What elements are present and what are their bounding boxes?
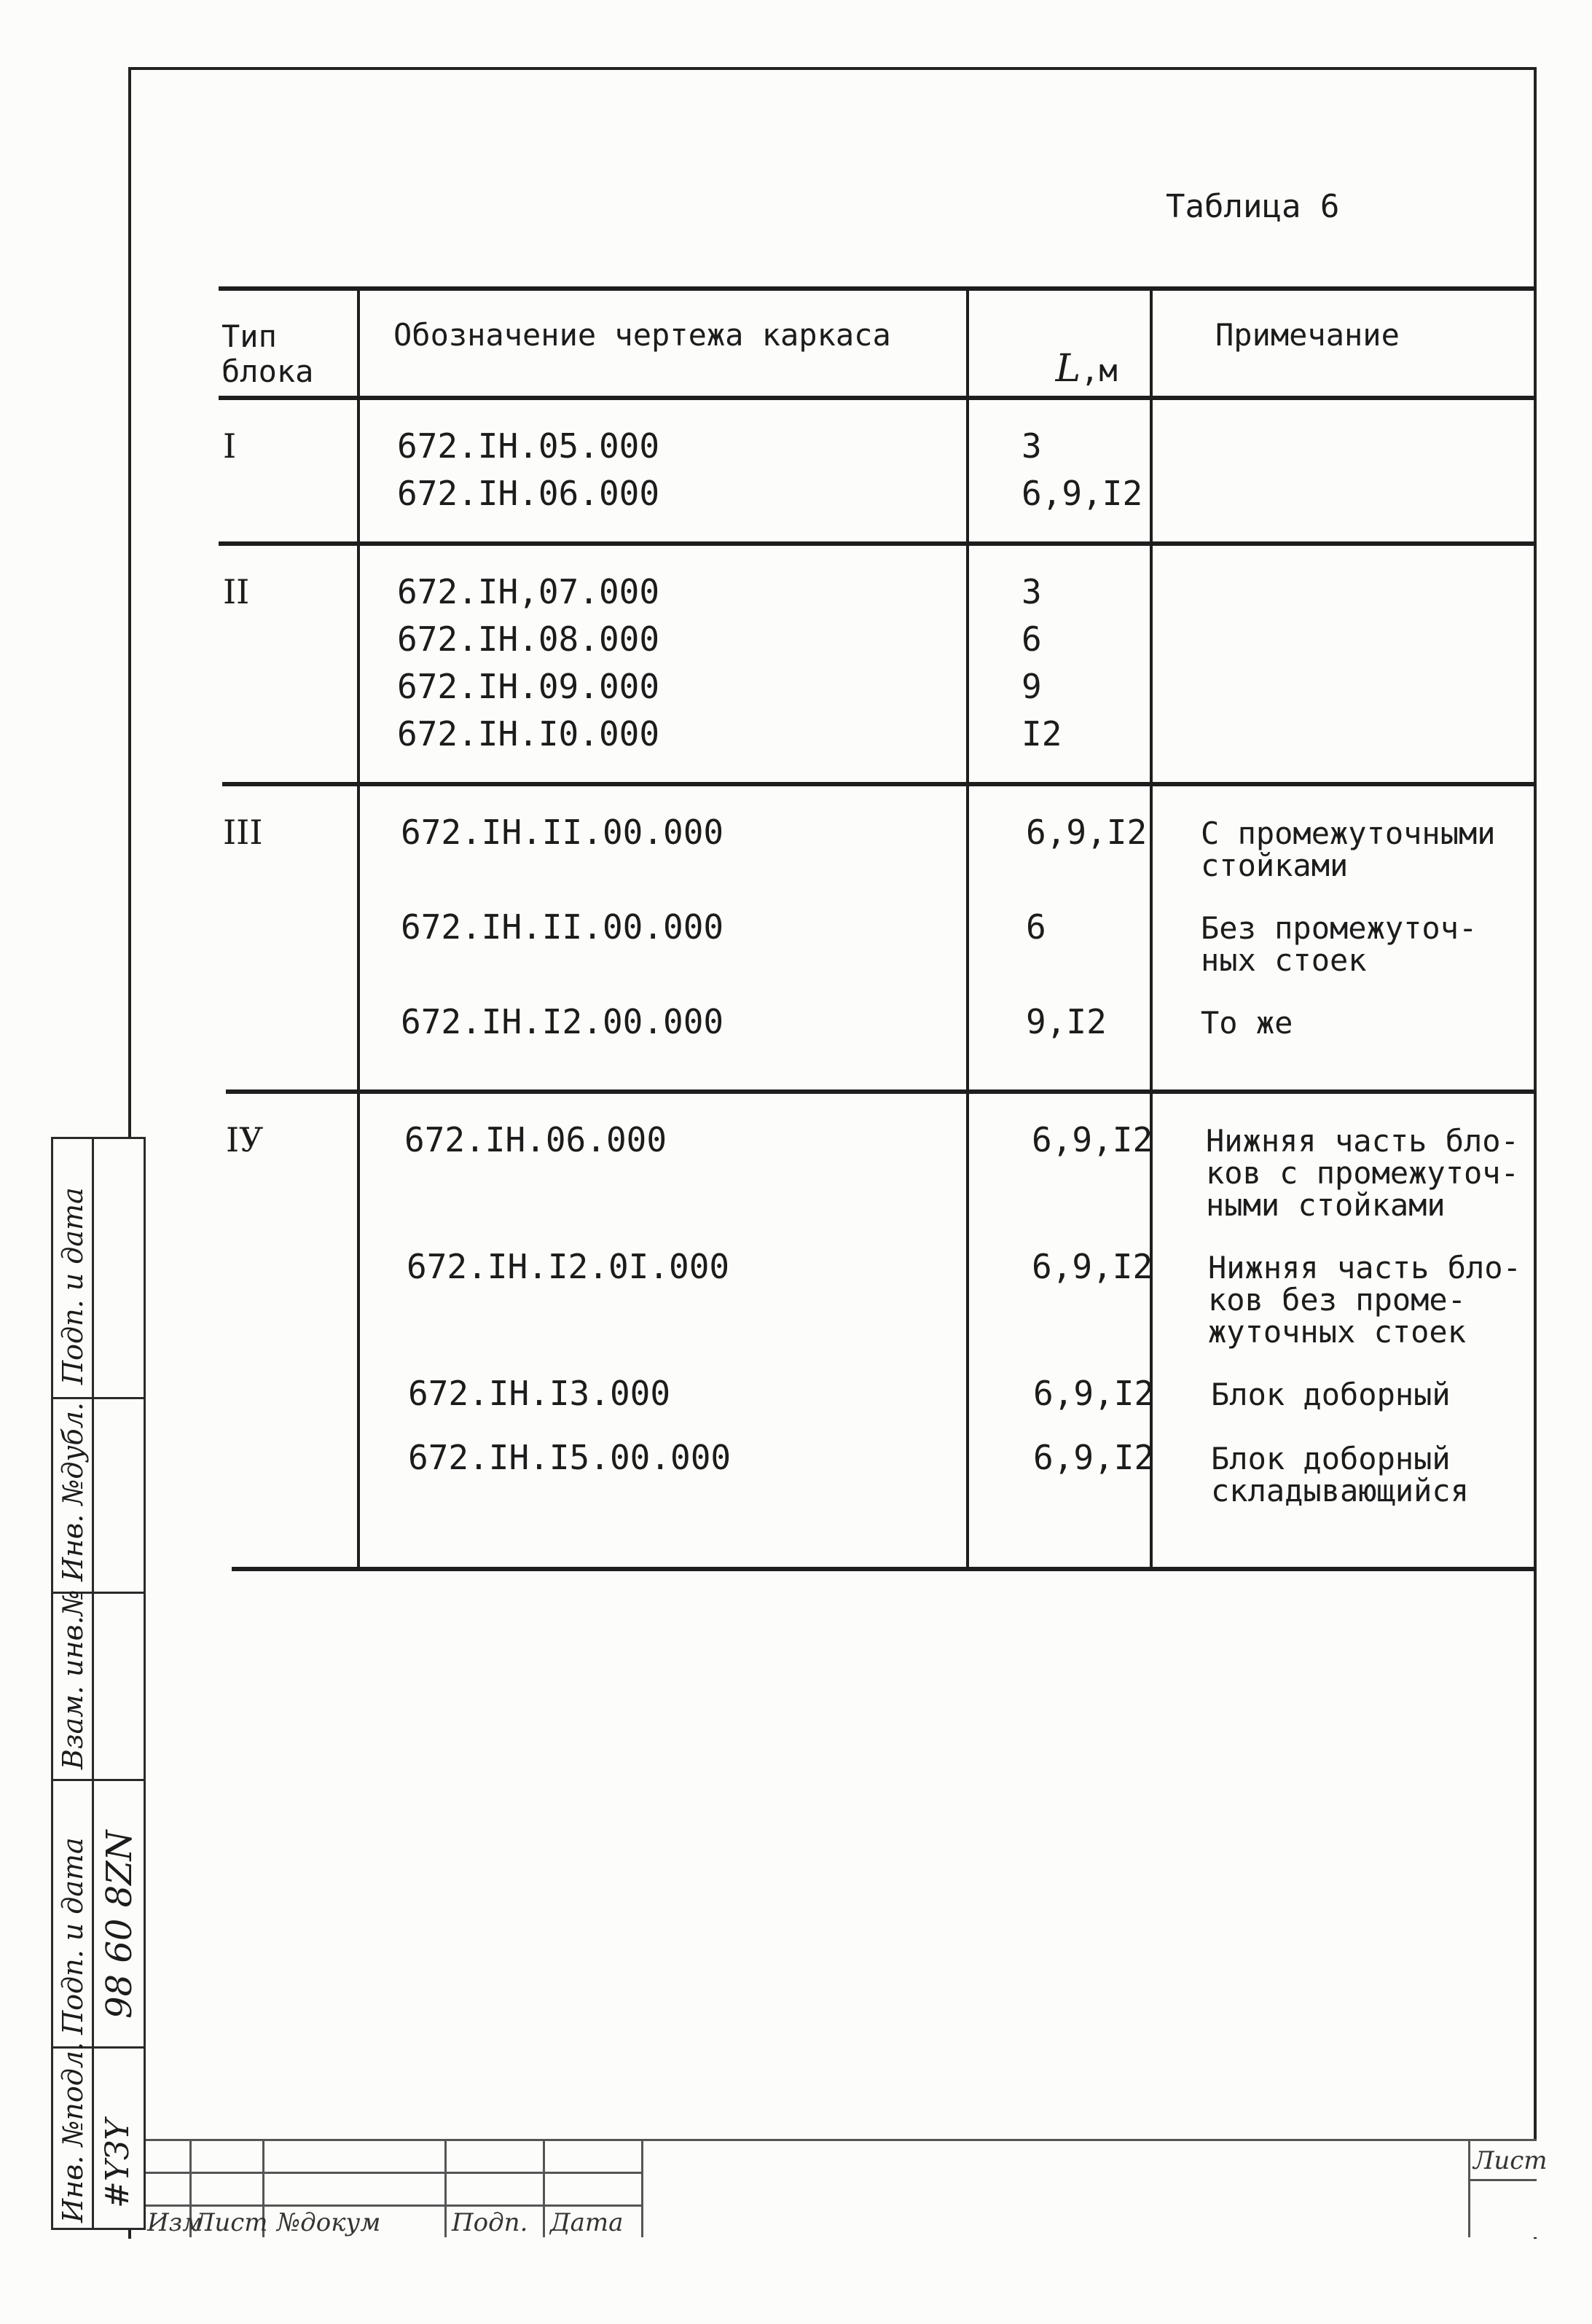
table-row: 672.IH.09.000 — [397, 667, 660, 706]
table-row: 672.IH.I2.00.000 — [401, 1002, 724, 1041]
table-row: 672.IH.I0.000 — [397, 714, 660, 754]
group3-bottom-rule — [226, 1089, 1537, 1094]
side-stamp-label-2: Инв. №дубл. — [57, 1402, 89, 1581]
table-top-rule — [219, 286, 1537, 291]
note-cell: Блок доборный складывающийся — [1211, 1441, 1470, 1509]
table-row: 672.IH.05.000 — [397, 426, 660, 466]
title-block-div-5 — [641, 2139, 643, 2237]
title-block-rule-1 — [146, 2139, 1537, 2141]
note-cell: Блок доборный — [1211, 1377, 1451, 1412]
col-designation-divider — [966, 289, 969, 1569]
table-row: 672.IH.06.000 — [397, 474, 660, 513]
length-cell: 3 — [1022, 572, 1042, 611]
length-cell: I2 — [1022, 714, 1062, 754]
title-block-col-date: Дата — [550, 2208, 624, 2237]
side-stamp-divider — [92, 1137, 94, 2230]
title-block-div-3 — [444, 2139, 447, 2237]
group2-type: II — [223, 572, 250, 611]
length-cell: 6 — [1026, 907, 1046, 947]
side-stamp-label-1: Подп. и дата — [57, 1187, 89, 1385]
note-cell: Нижняя часть бло- ков с промежуточ- ными стойками — [1206, 1123, 1519, 1223]
length-cell: 6,9,I2 — [1032, 1247, 1153, 1286]
group4-type: IУ — [226, 1120, 264, 1159]
length-cell: 3 — [1022, 426, 1042, 466]
title-block-col-docnum: №докум — [277, 2208, 381, 2237]
header-length — [1019, 316, 1118, 391]
side-stamp-label-3: Взам. инв.№ — [57, 1589, 89, 1769]
note-cell: Нижняя часть бло- ков без проме- жуточных стоек — [1208, 1250, 1521, 1350]
title-block-col-sign: Подп. — [452, 2208, 528, 2237]
length-cell: 6,9,I2 — [1033, 1374, 1155, 1413]
group3-type: III — [223, 813, 263, 852]
header-bottom-rule — [219, 396, 1537, 400]
table-row: 672.IH.II.00.000 — [401, 813, 724, 852]
title-block-sheet-label: Лист — [1473, 2146, 1548, 2175]
title-block-col-change: Изм — [147, 2208, 203, 2237]
title-block-rule-3 — [146, 2204, 641, 2207]
title-block-div-6 — [1468, 2139, 1470, 2237]
length-unit: ,м — [1081, 353, 1118, 388]
side-stamp-inventory-number: #YЗY — [99, 2118, 136, 2208]
table-row: 672.IH.08.000 — [397, 619, 660, 659]
table-title: Таблица 6 — [1166, 188, 1340, 225]
length-cell: 6 — [1022, 619, 1042, 659]
length-cell: 6,9,I2 — [1032, 1120, 1153, 1159]
side-stamp-label-5: Инв. №подл. — [57, 2041, 89, 2223]
note-cell: Без промежуточ- ных стоек — [1201, 910, 1478, 978]
title-block-rule-2 — [146, 2172, 641, 2174]
length-cell: 6,9,I2 — [1033, 1438, 1155, 1477]
length-symbol: L — [1055, 347, 1081, 391]
header-designation: Обозначение чертежа каркаса — [393, 317, 891, 353]
title-block-col-sheet: Лист — [194, 2208, 268, 2237]
table-row: 672.IH.I2.0I.000 — [407, 1247, 730, 1286]
length-cell: 9,I2 — [1026, 1002, 1107, 1041]
table-row: 672.IH.I5.00.000 — [408, 1438, 732, 1477]
group1-bottom-rule — [219, 541, 1537, 546]
header-note: Примечание — [1215, 317, 1400, 353]
side-stamp-signature-date: 98 60 8ZN — [99, 1830, 140, 2019]
title-block-rule-4 — [1468, 2179, 1537, 2181]
table-row: 672.IH.II.00.000 — [401, 907, 724, 947]
title-block — [146, 2139, 1548, 2237]
group1-type: I — [223, 426, 237, 466]
length-cell: 6,9,I2 — [1022, 474, 1143, 513]
note-cell: С промежуточными стойками — [1201, 815, 1496, 883]
table-row: 672.IH.I3.000 — [408, 1374, 671, 1413]
title-block-div-4 — [543, 2139, 545, 2237]
length-cell: 6,9,I2 — [1026, 813, 1148, 852]
table-bottom-rule — [232, 1567, 1537, 1571]
header-type: Тип блока — [221, 318, 314, 389]
table-row: 672.IH.06.000 — [404, 1120, 667, 1159]
side-stamp-label-4: Подп. и дата — [57, 1837, 89, 2035]
group2-bottom-rule — [222, 782, 1537, 786]
note-cell: То же — [1201, 1005, 1293, 1041]
table-row: 672.IH,07.000 — [397, 572, 660, 611]
side-stamp — [51, 1137, 146, 2230]
length-cell: 9 — [1022, 667, 1042, 706]
col-type-divider — [357, 289, 360, 1569]
